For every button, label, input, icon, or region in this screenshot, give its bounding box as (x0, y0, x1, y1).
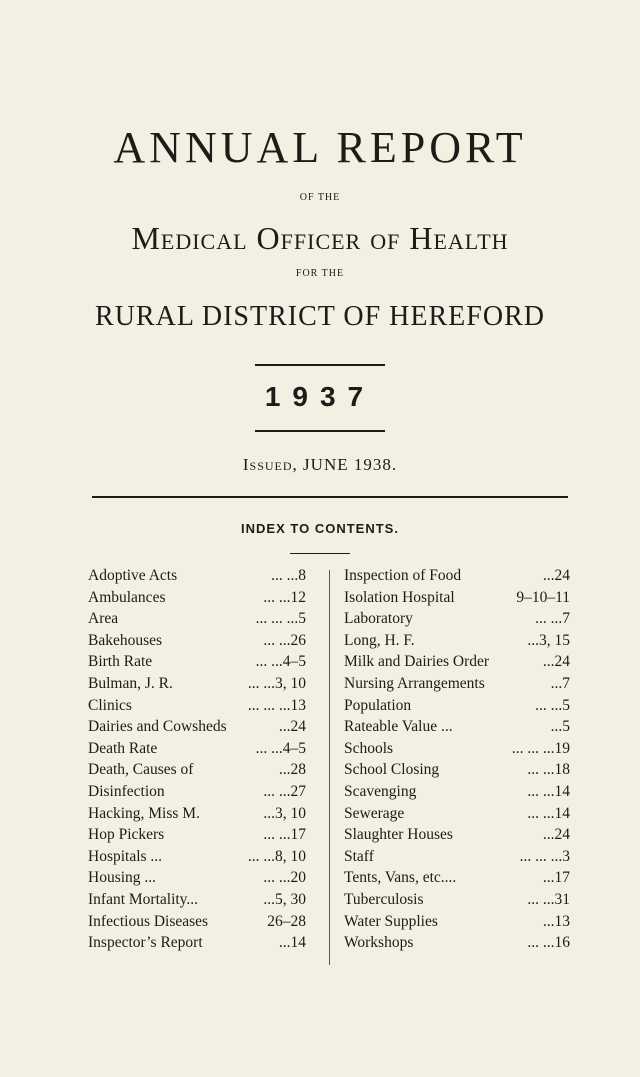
index-entry-label: Hop Pickers (88, 826, 165, 844)
index-entry-label: Isolation Hospital (344, 588, 455, 606)
index-entry-page: 26–28 (267, 912, 306, 930)
index-entry (88, 869, 306, 891)
index-entry-page: 20 (290, 869, 306, 887)
index-entry-label: Inspection of Food (344, 567, 462, 584)
index-entry-label: Dairies and Cowsheds (88, 718, 227, 736)
issued-line (0, 455, 640, 475)
index-entry (88, 740, 306, 762)
index-entry-label: Slaughter Houses (344, 826, 453, 844)
index-entry (88, 761, 306, 783)
index-entry-page: 14 (290, 934, 306, 952)
index-entry-label: Water Supplies (344, 912, 438, 930)
index-entry (344, 891, 570, 913)
index-entry-leader: ... ... (527, 761, 555, 779)
index-entry-label: Rateable Value ... (344, 718, 453, 736)
index-entry-page: 7 (562, 610, 570, 628)
index-entry-page: 24 (554, 826, 570, 844)
index-entry (88, 632, 306, 654)
index-entry (344, 653, 570, 675)
index-entry-leader: ... ... (247, 674, 275, 692)
index-entry-leader: ... ... (535, 610, 563, 628)
index-entry-label: Infant Mortality... (88, 890, 199, 908)
year-bottom-rule (255, 430, 385, 432)
index-entry-page: 24 (554, 567, 570, 584)
index-entry-label: Hacking, Miss M. (88, 804, 200, 822)
index-entry (88, 567, 306, 589)
index-column-left (88, 567, 306, 956)
index-entry-leader: ... (278, 718, 291, 736)
index-entry-label: Milk and Dairies Order (344, 653, 490, 671)
index-entry-page: 5 (562, 696, 570, 714)
index-entry-label: Clinics (88, 696, 132, 714)
index-entry-page: 8 (298, 567, 306, 584)
index-entry (344, 869, 570, 891)
index-entry-label: Bulman, J. R. (88, 674, 173, 692)
index-entry-leader: ... ... (263, 631, 291, 649)
index-entry (344, 761, 570, 783)
index-entry-label: Death Rate (88, 739, 158, 757)
index-entry-page: 18 (554, 761, 570, 779)
index-entry-leader: ... ... (527, 934, 555, 952)
index-entry-leader: ... ... (527, 890, 555, 908)
index-entry-page: 7 (562, 674, 570, 692)
index-entry (344, 632, 570, 654)
index-entry-label: School Closing (344, 761, 440, 779)
index-entry (88, 653, 306, 675)
index-entry-page: 28 (290, 761, 306, 779)
index-entry-page: 9–10–11 (516, 588, 570, 606)
index-entry (344, 740, 570, 762)
index-entry-label: Nursing Arrangements (344, 674, 485, 692)
section-rule (92, 496, 568, 498)
index-entry-label: Workshops (344, 934, 414, 952)
column-divider (329, 570, 330, 965)
index-entry-page: 5 (562, 718, 570, 736)
index-entry-leader: ... (550, 674, 563, 692)
of-the-text: OF THE (299, 192, 341, 203)
index-entry-leader: ... ... ... (519, 847, 563, 865)
index-entry (344, 934, 570, 956)
index-entry-label: Inspector’s Report (88, 934, 203, 952)
index-entry (344, 567, 570, 589)
index-entry-leader: ... (542, 567, 555, 584)
index-entry (344, 675, 570, 697)
issued-date: JUNE 1938. (303, 455, 398, 474)
index-heading: INDEX TO CONTENTS. (241, 521, 399, 536)
index-entry (344, 783, 570, 805)
index-entry-label: Hospitals ... (88, 847, 163, 865)
index-entry-leader: ... (278, 934, 291, 952)
index-entry-leader: ... ... (263, 782, 291, 800)
index-entry-page: 26 (290, 631, 306, 649)
index-entry-leader: ... (542, 653, 555, 671)
index-entry-leader: ... (263, 804, 275, 822)
index-entry-label: Tents, Vans, etc.... (344, 869, 457, 887)
index-entry-leader: ... ... (255, 653, 283, 671)
index-entry-label: Area (88, 610, 119, 628)
index-entry (88, 848, 306, 870)
index-entry (88, 783, 306, 805)
index-entry-leader: ... ... (263, 588, 291, 606)
index-entry-leader: ... ... ... (247, 696, 291, 714)
index-entry-page: 12 (290, 588, 306, 606)
index-entry (344, 848, 570, 870)
index-entry (344, 805, 570, 827)
index-entry (344, 913, 570, 935)
year-top-rule (255, 364, 385, 366)
index-entry-leader: ... (550, 718, 563, 736)
index-entry-page: 14 (554, 782, 570, 800)
index-entry-page: 13 (554, 912, 570, 930)
index-entry-leader: ... ... ... (511, 739, 555, 757)
index-entry-label: Long, H. F. (344, 631, 415, 649)
index-entry-label: Schools (344, 739, 394, 757)
index-entry-leader: ... ... (527, 782, 555, 800)
index-entry-page: 3, 10 (275, 804, 306, 822)
index-entry (344, 718, 570, 740)
index-entry (88, 610, 306, 632)
index-entry-label: Ambulances (88, 588, 166, 606)
index-entry-page: 4–5 (282, 653, 306, 671)
index-entry-leader: ... (542, 869, 555, 887)
index-entry (88, 805, 306, 827)
index-entry (88, 675, 306, 697)
index-entry-page: 14 (554, 804, 570, 822)
index-entry-page: 13 (290, 696, 306, 714)
index-entry (88, 891, 306, 913)
index-entry (88, 934, 306, 956)
index-entry-page: 5 (298, 610, 306, 628)
index-entry-leader: ... ... (535, 696, 563, 714)
index-entry (344, 697, 570, 719)
index-entry-leader: ... ... (247, 847, 275, 865)
for-the-text: FOR THE (295, 268, 345, 279)
index-entry-page: 8, 10 (275, 847, 306, 865)
index-entry-page: 5, 30 (275, 890, 306, 908)
index-entry-label: Staff (344, 847, 374, 865)
index-entry-page: 3 (562, 847, 570, 865)
index-entry-page: 19 (554, 739, 570, 757)
issued-label: Issued, (242, 455, 298, 474)
index-entry-page: 3, 15 (539, 631, 570, 649)
report-title: ANNUAL REPORT (113, 123, 527, 172)
index-entry-label: Population (344, 696, 412, 714)
index-entry (344, 610, 570, 632)
index-entry-label: Housing ... (88, 869, 157, 887)
index-entry-page: 3, 10 (275, 674, 306, 692)
index-entry-page: 4–5 (282, 739, 306, 757)
office-title: Medical Officer of Health (131, 220, 509, 256)
index-entry-leader: ... (263, 890, 275, 908)
index-entry (88, 589, 306, 611)
index-entry-leader: ... ... (271, 567, 299, 584)
index-entry-page: 17 (554, 869, 570, 887)
index-underline (290, 553, 350, 554)
index-entry-label: Adoptive Acts (88, 567, 178, 584)
index-column-right (344, 567, 570, 956)
index-entry-label: Laboratory (344, 610, 413, 628)
index-entry-label: Bakehouses (88, 631, 163, 649)
index-entry (344, 826, 570, 848)
index-entry-page: 24 (554, 653, 570, 671)
index-entry-leader: ... ... (263, 869, 291, 887)
index-entry-label: Tuberculosis (344, 890, 424, 908)
index-entry (88, 913, 306, 935)
index-entry-label: Death, Causes of (88, 761, 194, 779)
index-entry-label: Sewerage (344, 804, 405, 822)
index-entry-leader: ... ... (255, 739, 283, 757)
index-entry-label: Birth Rate (88, 653, 153, 671)
index-entry-page: 31 (554, 890, 570, 908)
index-entry-page: 17 (290, 826, 306, 844)
index-entry-leader: ... (527, 631, 539, 649)
index-entry (344, 589, 570, 611)
index-entry (88, 697, 306, 719)
index-entry-label: Infectious Diseases (88, 912, 209, 930)
index-entry-leader: ... (542, 912, 555, 930)
index-entry (88, 826, 306, 848)
index-entry-leader: ... (542, 826, 555, 844)
index-entry-page: 27 (290, 782, 306, 800)
district-title: RURAL DISTRICT OF HEREFORD (95, 301, 545, 332)
index-entry-page: 24 (290, 718, 306, 736)
index-entry-label: Scavenging (344, 782, 417, 800)
report-year: 1937 (264, 381, 376, 412)
index-entry-leader: ... ... (263, 826, 291, 844)
index-entry (88, 718, 306, 740)
index-entry-leader: ... ... (527, 804, 555, 822)
index-entry-leader: ... (278, 761, 291, 779)
index-entry-label: Disinfection (88, 782, 165, 800)
index-entry-leader: ... ... ... (255, 610, 299, 628)
index-entry-page: 16 (554, 934, 570, 952)
